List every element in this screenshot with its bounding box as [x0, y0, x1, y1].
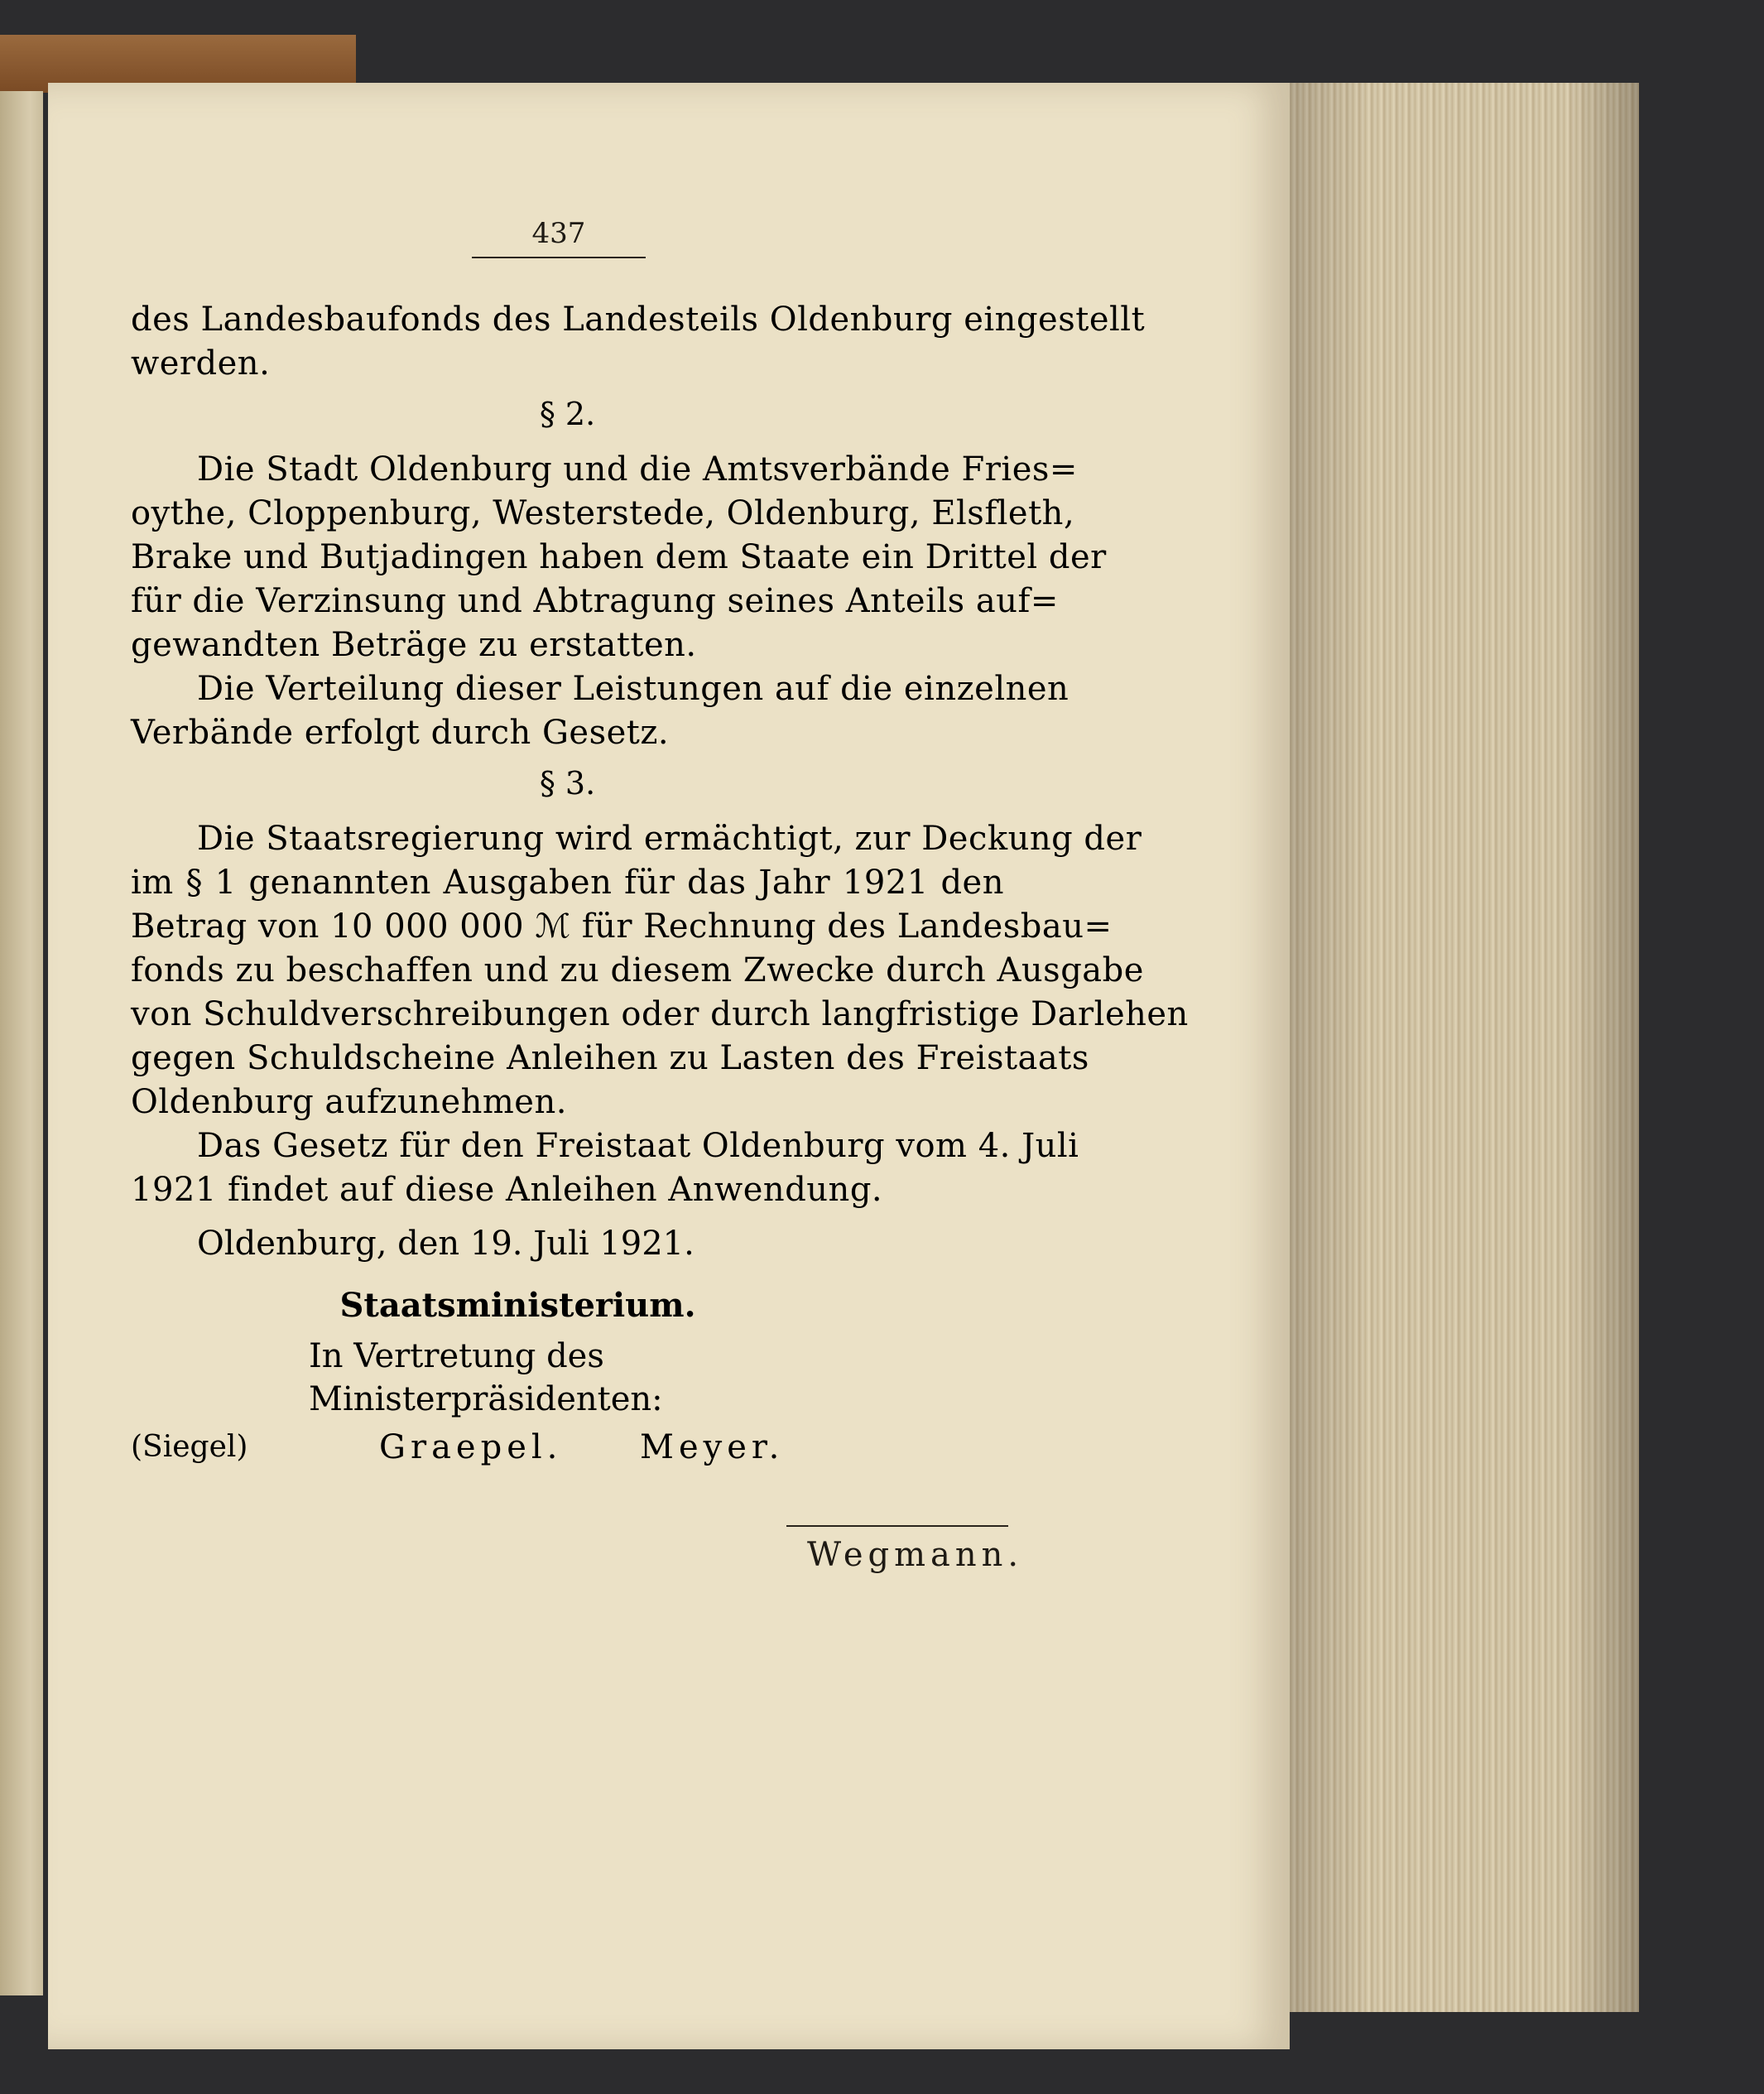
paragraph — [131, 817, 1189, 1124]
text-line: werden. — [131, 344, 271, 383]
text-line: fonds zu beschaffen und zu diesem Zwecke durch Ausgabe — [131, 951, 1144, 989]
section-heading: § 3. — [539, 765, 596, 801]
text-line: 1921 findet auf diese Anleihen Anwendung. — [131, 1171, 883, 1209]
signature-name: Graepel. — [379, 1428, 563, 1466]
text-line: gegen Schuldscheine Anleihen zu Lasten des Freistaats — [131, 1039, 1089, 1077]
text-line: Betrag von 10 000 000 ℳ für Rechnung des Landesbau= — [131, 907, 1113, 946]
issuing-authority: Staatsministerium. — [339, 1286, 696, 1325]
text-line: Brake und Butjadingen haben dem Staate ein Drittel der — [131, 538, 1107, 576]
document-body — [131, 298, 1189, 1472]
text-line: Oldenburg aufzunehmen. — [131, 1083, 567, 1121]
section-heading: § 2. — [539, 396, 596, 432]
page-number: 437 — [531, 217, 586, 250]
paragraph — [131, 1124, 1079, 1212]
page-number-rule — [472, 257, 646, 258]
text-line: Die Verteilung dieser Leistungen auf die einzelnen — [197, 670, 1069, 708]
signature-rule — [786, 1525, 1008, 1527]
text-line: Die Staatsregierung wird ermächtigt, zur Deckung der — [197, 820, 1142, 858]
previous-page-edge — [0, 91, 43, 1995]
text-line: von Schuldverschreibungen oder durch langfristige Darlehen — [131, 995, 1189, 1033]
paragraph — [131, 667, 1069, 755]
seal-note: (Siegel) — [131, 1430, 248, 1464]
signer-role: Ministerpräsidenten: — [309, 1380, 663, 1418]
text-line: Das Gesetz für den Freistaat Oldenburg vom 4. Juli — [197, 1127, 1079, 1165]
text-line: gewandten Beträge zu erstatten. — [131, 626, 697, 664]
text-line: für die Verzinsung und Abtragung seines Anteils auf= — [131, 582, 1059, 620]
text-line: im § 1 genannten Ausgaben für das Jahr 1921 den — [131, 864, 1004, 902]
text-line: Die Stadt Oldenburg und die Amtsverbände Fries= — [197, 450, 1078, 489]
signature-name: Wegmann. — [807, 1536, 1024, 1574]
text-line: Verbände erfolgt durch Gesetz. — [131, 714, 670, 752]
signature-name: Meyer. — [640, 1428, 785, 1466]
paragraph — [131, 448, 1107, 667]
text-line: oythe, Cloppenburg, Westerstede, Oldenburg, Elsfleth, — [131, 494, 1075, 532]
place-date: Oldenburg, den 19. Juli 1921. — [197, 1225, 695, 1263]
signature-row — [131, 1422, 1004, 1472]
paragraph-continuation — [131, 298, 1146, 386]
page-block-shade — [1279, 83, 1639, 2012]
text-line: des Landesbaufonds des Landesteils Oldenburg eingestellt — [131, 301, 1146, 339]
signer-role: In Vertretung des — [309, 1337, 604, 1375]
